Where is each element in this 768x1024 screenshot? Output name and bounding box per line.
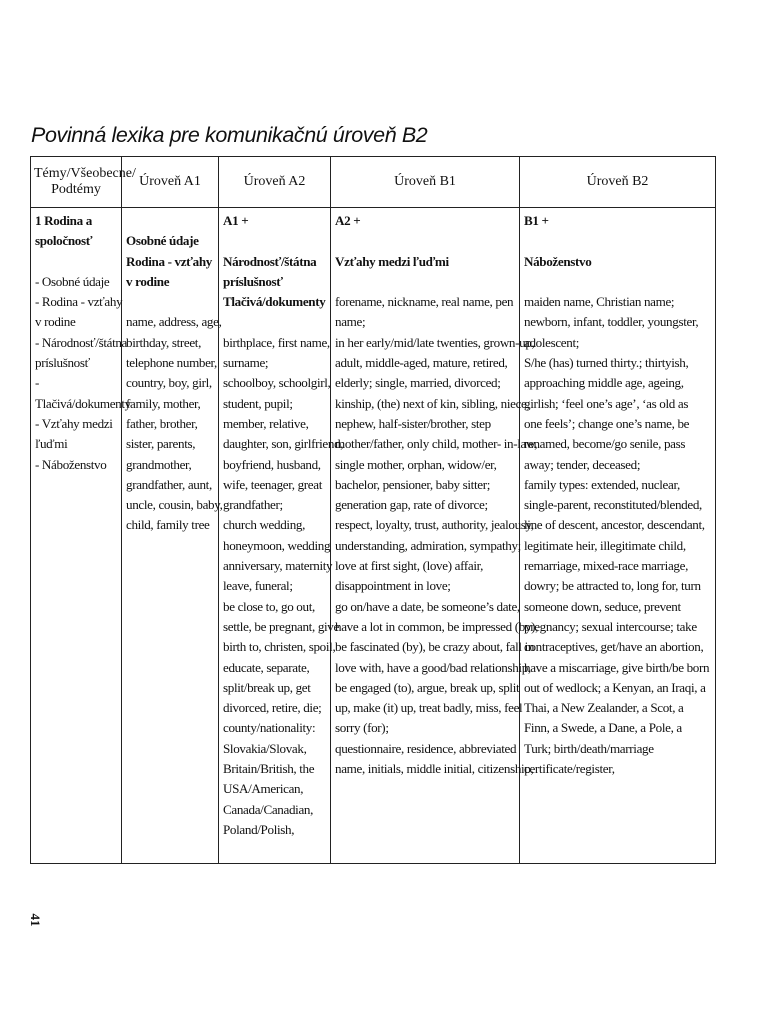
- cell-line: USA/American,: [223, 781, 304, 797]
- cell-line: Národnosť/štátna: [223, 253, 317, 269]
- header-line: Úroveň A2: [243, 174, 306, 189]
- cell-line: A2 +: [335, 213, 361, 228]
- cell-line: grandfather, aunt,: [126, 476, 212, 492]
- cell-line: family types: extended, nuclear,: [524, 476, 680, 492]
- cell-line: daughter, son, girlfriend,: [223, 436, 344, 452]
- header-level-b1: [331, 157, 520, 208]
- cell-line: surname;: [223, 355, 269, 371]
- cell-line: love with, have a good/bad relationship,: [335, 659, 531, 675]
- cell-line: child, family tree: [126, 517, 210, 533]
- vocabulary-table: [30, 156, 716, 864]
- cell-line: Vzťahy medzi ľuďmi: [335, 253, 449, 269]
- cell-line: student, pupil;: [223, 395, 293, 411]
- cell-line: birthday, street,: [126, 334, 202, 350]
- cell-line: príslušnosť: [35, 355, 90, 371]
- cell-line: name, address, age,: [126, 314, 222, 330]
- cell-line: príslušnosť: [223, 273, 283, 289]
- cell-line: settle, be pregnant, give: [223, 618, 339, 634]
- cell-line: nephew, half-sister/brother, step: [335, 415, 491, 431]
- cell-line: Tlačivá/dokumenty: [35, 395, 131, 411]
- cell-line: birthplace, first name,: [223, 334, 330, 350]
- cell-line: [126, 211, 214, 231]
- cell-line: love at first sight, (love) affair,: [335, 558, 484, 574]
- cell-line: [126, 292, 214, 312]
- cell-line: Canada/Canadian,: [223, 801, 314, 817]
- cell-line: Turk; birth/death/marriage: [524, 740, 654, 756]
- cell-line: leave, funeral;: [223, 578, 293, 594]
- cell-line: out of wedlock; a Kenyan, an Iraqi, a: [524, 679, 706, 695]
- cell-line: pregnancy; sexual intercourse; take: [524, 618, 697, 634]
- header-level-b2: [520, 157, 716, 208]
- cell-line: name;: [335, 314, 366, 330]
- cell-line: Rodina - vzťahy: [126, 253, 212, 269]
- cell-line: Britain/British, the: [223, 761, 315, 777]
- cell-line: educate, separate,: [223, 659, 310, 675]
- cell-level-a2: [219, 208, 344, 864]
- cell-line: v rodine: [126, 273, 170, 289]
- cell-line: maiden name, Christian name;: [524, 294, 675, 310]
- header-topics: [31, 157, 136, 208]
- document-title: Povinná lexika pre komunikačnú úroveň B2: [31, 123, 428, 147]
- cell-line: understanding, admiration, sympathy;: [335, 537, 521, 553]
- cell-line: sorry (for);: [335, 720, 389, 736]
- cell-line: respect, loyalty, trust, authority, jealousy,: [335, 517, 534, 533]
- cell-line: honeymoon, wedding: [223, 537, 331, 553]
- cell-line: single-parent, reconstituted/blended,: [524, 497, 702, 513]
- header-line: Témy/Všeobecne/: [34, 166, 136, 181]
- cell-line: A1 +: [223, 213, 249, 228]
- header-level-a1: [122, 157, 219, 208]
- cell-line: forename, nickname, real name, pen: [335, 294, 514, 310]
- cell-line: - Náboženstvo: [35, 456, 107, 472]
- cell-line: have a lot in common, be impressed (by),: [335, 618, 539, 634]
- cell-line: Slovakia/Slovak,: [223, 740, 307, 756]
- cell-line: [524, 272, 711, 292]
- header-level-a2: [219, 157, 331, 208]
- header-line: Úroveň B1: [394, 174, 456, 189]
- cell-line: be close to, go out,: [223, 598, 315, 614]
- cell-line: boyfriend, husband,: [223, 456, 321, 472]
- cell-line: schoolboy, schoolgirl,: [223, 375, 331, 391]
- cell-line: away; tender, deceased;: [524, 456, 641, 472]
- cell-line: spoločnosť: [35, 233, 93, 249]
- cell-line: in her early/mid/late twenties, grown-up,: [335, 334, 535, 350]
- cell-line: questionnaire, residence, abbreviated: [335, 740, 517, 756]
- cell-line: ľuďmi: [35, 436, 68, 452]
- cell-line: church wedding,: [223, 517, 306, 533]
- cell-line: single mother, orphan, widow/er,: [335, 456, 497, 472]
- cell-line: - Vzťahy medzi: [35, 415, 113, 431]
- cell-line: adolescent;: [524, 334, 580, 350]
- cell-line: kinship, (the) next of kin, sibling, niece,: [335, 395, 530, 411]
- table-header-row: [31, 157, 716, 208]
- cell-line: family, mother,: [126, 395, 201, 411]
- cell-line: Poland/Polish,: [223, 821, 295, 837]
- cell-line: [335, 272, 515, 292]
- cell-line: disappointment in love;: [335, 578, 451, 594]
- cell-line: someone down, seduce, prevent: [524, 598, 681, 614]
- cell-line: girlish; ‘feel one’s age’, ‘as old as: [524, 395, 689, 411]
- cell-line: contraceptives, get/have an abortion,: [524, 639, 704, 655]
- cell-line: anniversary, maternity: [223, 558, 333, 574]
- cell-line: member, relative,: [223, 415, 309, 431]
- cell-line: sister, parents,: [126, 436, 196, 452]
- cell-line: [223, 231, 326, 251]
- cell-line: split/break up, get: [223, 679, 311, 695]
- cell-line: up, make (it) up, treat badly, miss, feel: [335, 700, 523, 716]
- cell-line: uncle, cousin, baby,: [126, 497, 223, 513]
- cell-line: grandfather;: [223, 497, 283, 513]
- cell-line: 1 Rodina a: [35, 213, 92, 228]
- cell-line: telephone number,: [126, 355, 217, 371]
- cell-line: [335, 231, 515, 251]
- cell-line: v rodine: [35, 314, 76, 330]
- table-row: [31, 208, 716, 864]
- cell-line: be fascinated (by), be crazy about, fall in: [335, 639, 535, 655]
- cell-line: [223, 312, 326, 332]
- cell-line: be engaged (to), argue, break up, split: [335, 679, 520, 695]
- cell-line: [524, 231, 711, 251]
- cell-line: grandmother,: [126, 456, 192, 472]
- cell-line: - Národnosť/štátna: [35, 334, 128, 350]
- cell-line: generation gap, rate of divorce;: [335, 497, 488, 513]
- cell-line: elderly; single, married, divorced;: [335, 375, 501, 391]
- cell-line: certificate/register,: [524, 761, 615, 777]
- cell-line: Náboženstvo: [524, 253, 592, 269]
- cell-line: country, boy, girl,: [126, 375, 212, 391]
- cell-line: Tlačivá/dokumenty: [223, 294, 326, 310]
- cell-line: - Osobné údaje: [35, 273, 110, 289]
- cell-line: mother/father, only child, mother- in-law,: [335, 436, 538, 452]
- header-line: Podtémy: [51, 182, 101, 197]
- cell-line: S/he (has) turned thirty.; thirtyish,: [524, 355, 689, 371]
- cell-line: birth to, christen, spoil,: [223, 639, 336, 655]
- cell-line: legitimate heir, illegitimate child,: [524, 537, 686, 553]
- cell-line: bachelor, pensioner, baby sitter;: [335, 476, 491, 492]
- cell-line: newborn, infant, toddler, youngster,: [524, 314, 699, 330]
- cell-line: remarriage, mixed-race marriage,: [524, 558, 688, 574]
- page-number: 41: [28, 913, 43, 927]
- header-line: Úroveň B2: [586, 174, 649, 189]
- cell-line: line of descent, ancestor, descendant,: [524, 517, 705, 533]
- cell-line: dowry; be attracted to, long for, turn: [524, 578, 701, 594]
- cell-line: have a miscarriage, give birth/be born: [524, 659, 710, 675]
- cell-line: B1 +: [524, 213, 549, 228]
- cell-line: -: [35, 375, 40, 391]
- cell-line: Finn, a Swede, a Dane, a Pole, a: [524, 720, 682, 736]
- cell-line: Osobné údaje: [126, 233, 199, 249]
- cell-line: approaching middle age, ageing,: [524, 375, 684, 391]
- cell-topics: [31, 208, 131, 864]
- header-line: Úroveň A1: [139, 174, 201, 189]
- cell-line: - Rodina - vzťahy: [35, 294, 123, 310]
- cell-level-a1: [122, 208, 223, 864]
- cell-line: one feels’; change one’s name, be: [524, 415, 690, 431]
- cell-level-b2: [520, 208, 716, 864]
- cell-line: Thai, a New Zealander, a Scot, a: [524, 700, 684, 716]
- cell-line: county/nationality:: [223, 720, 316, 736]
- cell-line: renamed, become/go senile, pass: [524, 436, 686, 452]
- cell-line: adult, middle-aged, mature, retired,: [335, 355, 508, 371]
- cell-line: go on/have a date, be someone’s date,: [335, 598, 520, 614]
- cell-line: divorced, retire, die;: [223, 700, 322, 716]
- cell-line: wife, teenager, great: [223, 476, 322, 492]
- cell-line: name, initials, middle initial, citizenship,: [335, 761, 534, 777]
- cell-line: [35, 252, 117, 272]
- cell-line: father, brother,: [126, 415, 198, 431]
